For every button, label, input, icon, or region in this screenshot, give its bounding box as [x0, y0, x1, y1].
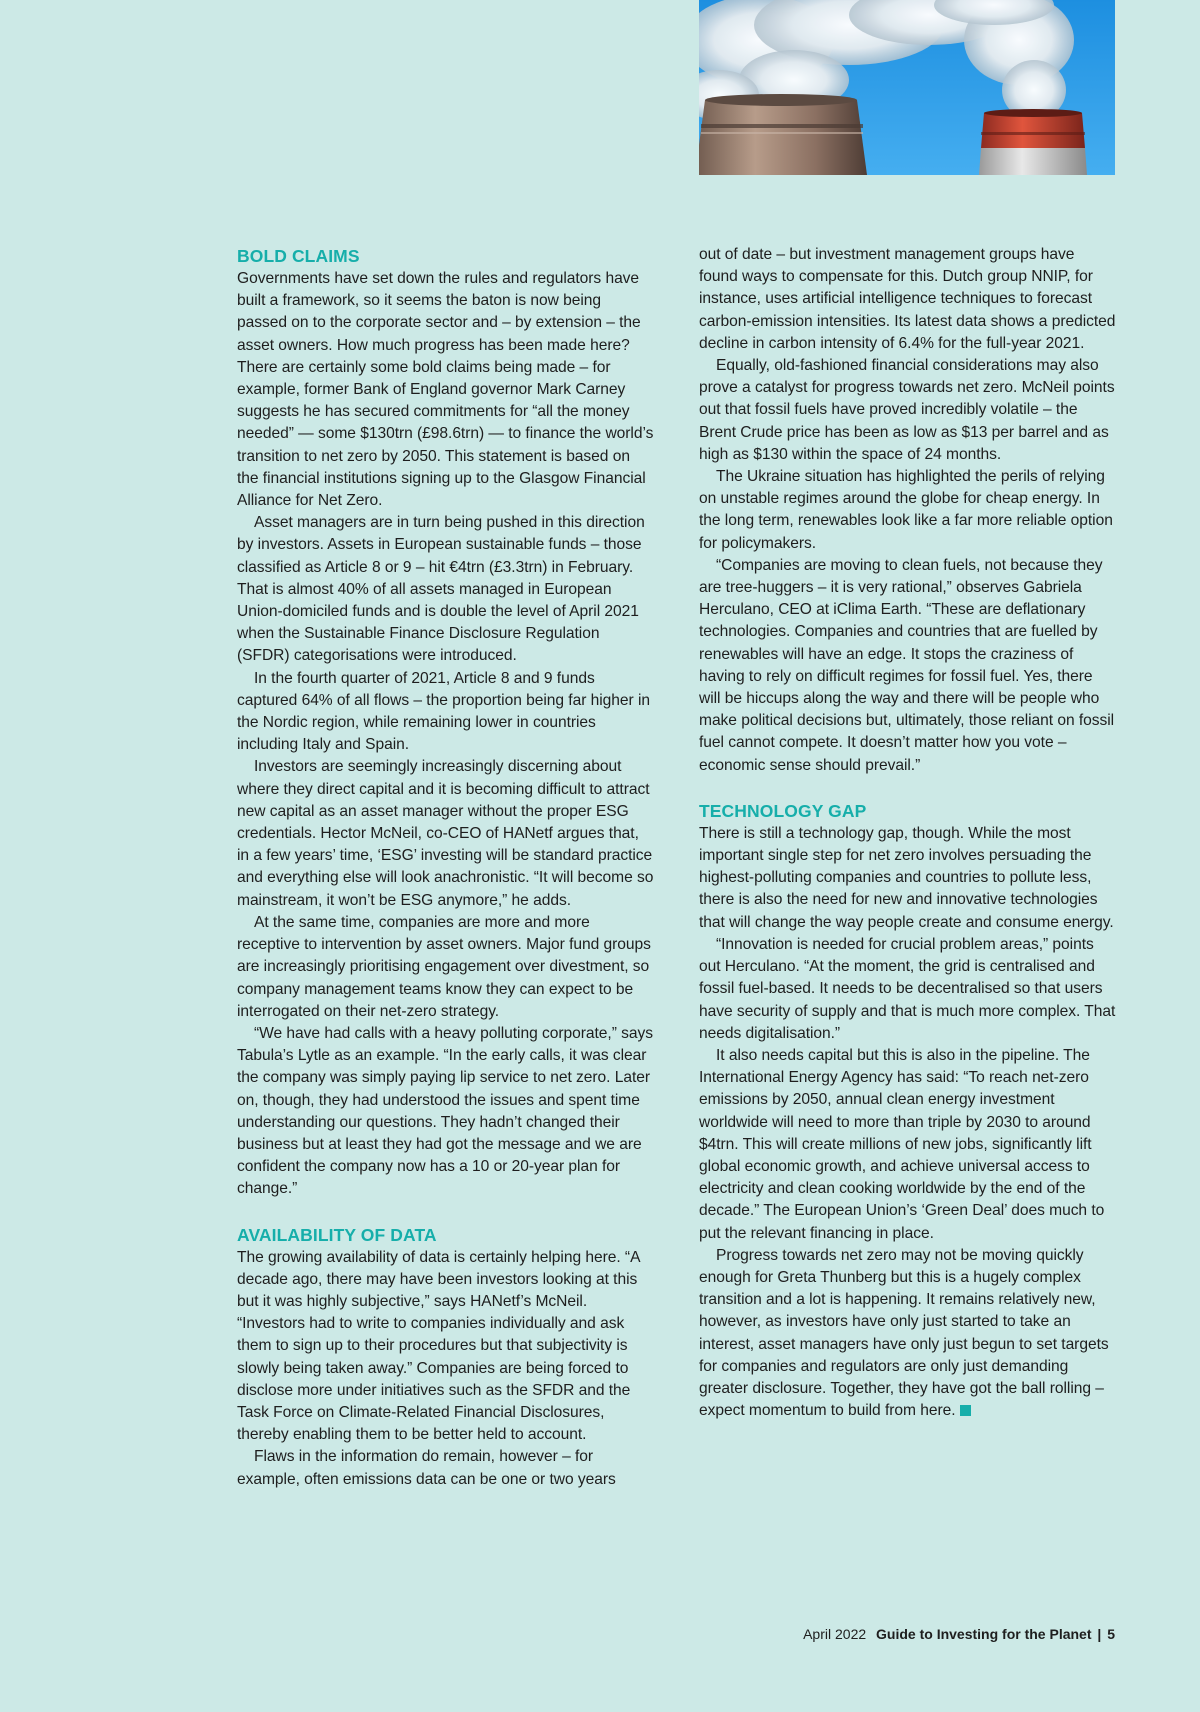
- article-paragraph: The Ukraine situation has highlighted the perils of relying on unstable regimes around the globe for cheap energy. In the long term, renewables look like a far more reliable option for policymakers.: [699, 468, 1113, 552]
- section-heading-bold-claims: BOLD CLAIMS: [237, 246, 360, 266]
- article-paragraph: Investors are seemingly increasingly discerning about where they direct capital and it is becoming difficult to attract new capital as an asset manager without the proper ESG credentials. Hector McNeil, co-CEO of HANetf argues that, in a few years’ time, ‘ESG’ investing will be standard practice and everything else will look anachronistic. “It will become so mainstream, it won’t be ESG anymore,” he adds.: [237, 758, 654, 909]
- hero-image: [699, 0, 1115, 175]
- section-heading-availability-of-data: AVAILABILITY OF DATA: [237, 1224, 437, 1245]
- page-number: 5: [1107, 1626, 1115, 1642]
- article-paragraph: At the same time, companies are more and more receptive to intervention by asset owners. Major fund groups are increasingly prioritising engagement over divestment, so company management teams know they can expect to be interrogated on their net-zero strategy.: [237, 913, 651, 1020]
- footer-date: April 2022: [803, 1626, 867, 1642]
- final-paragraph-text: Progress towards net zero may not be moving quickly enough for Greta Thunberg but this is a hugely complex transition and a lot is happening. It remains relatively new, however, as investors have only just started to take an interest, asset managers have only just begun to set targets for companies and regulators are only just demanding greater disclosure. Together, they have got the ball rolling – expect momentum to build from here.: [699, 1246, 1109, 1420]
- article-paragraph-final: [699, 1245, 1117, 1423]
- section-heading-technology-gap: TECHNOLOGY GAP: [699, 800, 867, 821]
- right-column: [699, 244, 1117, 1422]
- article-paragraph: Equally, old-fashioned financial considerations may also prove a catalyst for progress towards net zero. McNeil points out that fossil fuels have proved incredibly volatile – the Brent Crude price has been as low as $13 per barrel and as high as $130 within the space of 24 months.: [699, 357, 1115, 463]
- chimney-stacks-photo: [699, 0, 1115, 175]
- article-paragraph: “We have had calls with a heavy polluting corporate,” says Tabula’s Lytle as an example. “In the early calls, it was clear the company was simply paying lip service to net zero. Later on, though, they had understood the issues and spent time understanding our questions. They hadn’t changed their business but at least they had got the message and we are confident the company now has a 10 or 20-year plan for change.”: [237, 1024, 653, 1198]
- article-paragraph: out of date – but investment management groups have found ways to compensate for this. Dutch group NNIP, for instance, uses artificial intelligence techniques to forecast carbon-emission intensities. Its latest data shows a predicted decline in carbon intensity of 6.4% for the full-year 2021.: [699, 246, 1116, 352]
- article-paragraph: “Innovation is needed for crucial problem areas,” points out Herculano. “At the moment, the grid is centralised and fossil fuel-based. It needs to be decentralised so that users have security of supply and that is much more complex. That needs digitalisation.”: [699, 935, 1116, 1042]
- footer-publication-title: Guide to Investing for the Planet: [876, 1626, 1092, 1642]
- article-paragraph: “Companies are moving to clean fuels, not because they are tree-huggers – it is very rational,” observes Gabriela Herculano, CEO at iClima Earth. “These are deflationary technologies. Companies and countries that are fuelled by renewables will have an edge. It stops the craziness of having to rely on difficult regimes for fossil fuel. Yes, there will be hiccups along the way and there will be people who make political decisions but, ultimately, those reliant on fossil fuel cannot compete. It doesn’t matter how you vote – economic sense should prevail.”: [699, 556, 1115, 774]
- end-of-article-square-icon: [960, 1405, 971, 1416]
- article-paragraph: It also needs capital but this is also in the pipeline. The International Energy Agency has said: “To reach net-zero emissions by 2050, annual clean energy investment worldwide will need to more than triple by 2030 to around $4trn. This will create millions of new jobs, significantly lift global economic growth, and achieve universal access to electricity and clean cooking worldwide by the end of the decade.” The European Union’s ‘Green Deal’ does much to put the relevant financing in place.: [699, 1046, 1105, 1242]
- footer-separator: |: [1097, 1626, 1102, 1642]
- article-paragraph: Governments have set down the rules and regulators have built a framework, so it seems the baton is now being passed on to the corporate sector and – by extension – the asset owners. How much progress has been made here? There are certainly some bold claims being made – for example, former Bank of England governor Mark Carney suggests he has secured commitments for “all the money needed” — some $130trn (£98.6trn) — to finance the world’s transition to net zero by 2050. This statement is based on the financial institutions signing up to the Glasgow Financial Alliance for Net Zero.: [237, 270, 654, 510]
- article-paragraph: Flaws in the information do remain, however – for example, often emissions data can be one or two years: [237, 1448, 616, 1488]
- article-paragraph: Asset managers are in turn being pushed in this direction by investors. Assets in European sustainable funds – those classified as Article 8 or 9 – hit €4trn (£3.3trn) in February. That is almost 40% of all assets managed in European Union-domiciled funds and is double the level of April 2021 when the Sustainable Finance Disclosure Regulation (SFDR) categorisations were introduced.: [237, 514, 645, 665]
- article-paragraph: There is still a technology gap, though. While the most important single step for net zero involves persuading the highest-polluting companies and countries to pollute less, there is also the need for new and innovative technologies that will change the way people create and consume energy.: [699, 824, 1114, 931]
- article-paragraph: In the fourth quarter of 2021, Article 8 and 9 funds captured 64% of all flows – the proportion being far higher in the Nordic region, while remaining lower in countries including Italy and Spain.: [237, 669, 650, 754]
- left-column: [237, 244, 655, 1491]
- article-paragraph: The growing availability of data is certainly helping here. “A decade ago, there may have been investors looking at this but it was highly subjective,” says HANetf’s McNeil. “Investors had to write to companies individually and ask them to sign up to their procedures but that subjectivity is slowly being taken away.” Companies are being forced to disclose more under initiatives such as the SFDR and the Task Force on Climate-Related Financial Disclosures, thereby enabling them to be better held to account.: [237, 1248, 640, 1444]
- page-footer: [803, 1626, 1115, 1642]
